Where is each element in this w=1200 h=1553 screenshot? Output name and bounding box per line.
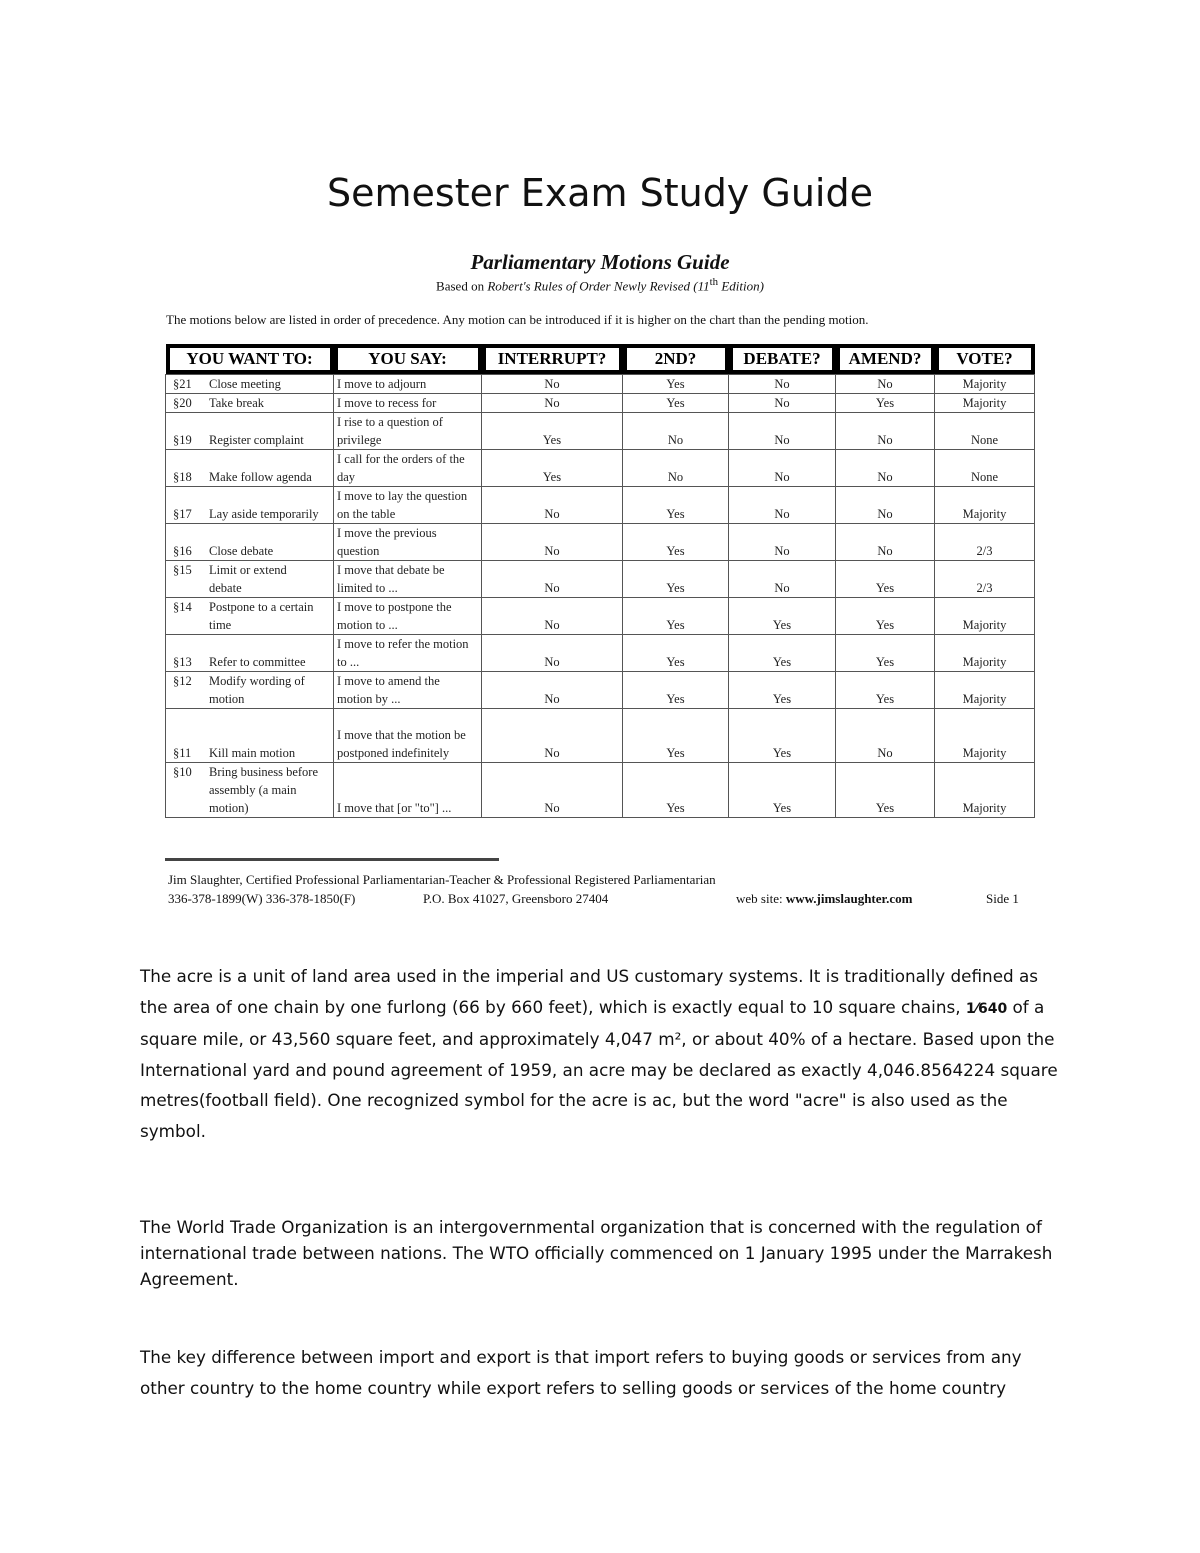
second-cell: Yes <box>623 487 729 524</box>
vote-cell: None <box>935 450 1035 487</box>
amend-cell: No <box>836 709 935 763</box>
second-cell: Yes <box>623 598 729 635</box>
acre-text-a: The acre is a unit of land area used in the imperial and US customary systems. It is traditionally defined as the area of one chain by one furlong (66 by 660 feet), which is exactly equal to 10 square chains, <box>140 966 1039 1017</box>
second-cell: Yes <box>623 394 729 413</box>
motion-purpose: Take break <box>209 396 264 410</box>
debate-cell: Yes <box>729 763 836 818</box>
motion-cell <box>166 413 334 450</box>
vote-cell: Majority <box>935 487 1035 524</box>
motion-purpose: Postpone to a certain time <box>209 600 314 632</box>
motion-purpose: Lay aside temporarily <box>209 507 319 521</box>
header-cell: INTERRUPT? <box>482 344 623 375</box>
table-row <box>166 709 1035 763</box>
motion-purpose: Kill main motion <box>209 746 296 760</box>
second-cell: No <box>623 450 729 487</box>
amend-cell: Yes <box>836 561 935 598</box>
debate-cell: No <box>729 394 836 413</box>
motion-phrase: I move that [or "to"] ... <box>334 763 482 818</box>
section-number: §20 <box>173 396 192 410</box>
amend-cell: Yes <box>836 394 935 413</box>
section-number: §14 <box>173 600 192 614</box>
interrupt-cell: No <box>482 635 623 672</box>
motion-cell <box>166 635 334 672</box>
footer-pobox: P.O. Box 41027, Greensboro 27404 <box>423 891 609 906</box>
header-cell: DEBATE? <box>729 344 836 375</box>
motion-phrase: I move to amend the motion by ... <box>334 672 482 709</box>
section-number: §16 <box>173 544 192 558</box>
interrupt-cell: No <box>482 672 623 709</box>
motion-cell <box>166 394 334 413</box>
interrupt-cell: Yes <box>482 450 623 487</box>
table-row <box>166 672 1035 709</box>
interrupt-cell: No <box>482 763 623 818</box>
table-header-row <box>166 344 1035 375</box>
vote-cell: Majority <box>935 635 1035 672</box>
amend-cell: Yes <box>836 635 935 672</box>
footer-phones: 336-378-1899(W) 336-378-1850(F) <box>168 891 356 906</box>
vote-cell: Majority <box>935 763 1035 818</box>
debate-cell: No <box>729 487 836 524</box>
debate-cell: Yes <box>729 598 836 635</box>
table-row <box>166 413 1035 450</box>
vote-cell: None <box>935 413 1035 450</box>
second-cell: Yes <box>623 561 729 598</box>
motion-cell <box>166 598 334 635</box>
header-cell: YOU SAY: <box>334 344 482 375</box>
acre-fraction: 1⁄640 <box>965 1000 1008 1017</box>
motion-phrase: I move to recess for <box>334 394 482 413</box>
motion-phrase: I rise to a question of privilege <box>334 413 482 450</box>
footer-credit: Jim Slaughter, Certified Professional Parliamentarian-Teacher & Professional Registered Parliamentarian <box>168 872 716 887</box>
footer-web-link[interactable]: www.jimslaughter.com <box>785 891 913 906</box>
vote-cell: Majority <box>935 375 1035 394</box>
second-cell: Yes <box>623 672 729 709</box>
amend-cell: Yes <box>836 672 935 709</box>
debate-cell: Yes <box>729 635 836 672</box>
amend-cell: No <box>836 450 935 487</box>
table-row <box>166 763 1035 818</box>
interrupt-cell: No <box>482 561 623 598</box>
second-cell: Yes <box>623 763 729 818</box>
page-title: Semester Exam Study Guide <box>327 171 873 216</box>
second-cell: Yes <box>623 375 729 394</box>
motion-purpose: Close debate <box>209 544 274 558</box>
vote-cell: Majority <box>935 672 1035 709</box>
section-number: §17 <box>173 507 192 521</box>
motion-purpose: Register complaint <box>209 433 304 447</box>
acre-paragraph <box>140 961 1060 1146</box>
interrupt-cell: No <box>482 598 623 635</box>
debate-cell: Yes <box>729 672 836 709</box>
motion-phrase: I move to adjourn <box>334 375 482 394</box>
footer-rule <box>165 858 499 861</box>
motion-purpose: Make follow agenda <box>209 470 312 484</box>
motion-phrase: I move that the motion be postponed indefinitely <box>334 709 482 763</box>
vote-cell: Majority <box>935 598 1035 635</box>
amend-cell: Yes <box>836 598 935 635</box>
interrupt-cell: No <box>482 524 623 561</box>
footer-website <box>736 891 912 907</box>
debate-cell: No <box>729 413 836 450</box>
vote-cell: Majority <box>935 709 1035 763</box>
table-row <box>166 450 1035 487</box>
interrupt-cell: No <box>482 709 623 763</box>
debate-cell: No <box>729 375 836 394</box>
table-row <box>166 524 1035 561</box>
second-cell: No <box>623 413 729 450</box>
section-number: §10 <box>173 765 192 779</box>
motion-phrase: I move to postpone the motion to ... <box>334 598 482 635</box>
motion-cell <box>166 524 334 561</box>
section-number: §15 <box>173 563 192 577</box>
subtitle-suffix: Edition) <box>718 278 764 294</box>
guide-subtitle <box>0 276 1200 294</box>
motion-cell <box>166 672 334 709</box>
subtitle-prefix: Based on <box>436 278 488 294</box>
motion-phrase: I move to refer the motion to ... <box>334 635 482 672</box>
motion-purpose: Modify wording of motion <box>209 674 305 706</box>
motion-purpose: Close meeting <box>209 377 281 391</box>
section-number: §11 <box>173 746 192 760</box>
debate-cell: No <box>729 561 836 598</box>
wto-paragraph: The World Trade Organization is an intergovernmental organization that is concerned with the regulation of international trade between nations. The WTO officially commenced on 1 January 1995 under the Marrakesh Agreement. <box>140 1217 1053 1289</box>
motion-phrase: I move to lay the question on the table <box>334 487 482 524</box>
vote-cell: 2/3 <box>935 561 1035 598</box>
motion-cell <box>166 709 334 763</box>
table-row <box>166 375 1035 394</box>
motion-cell <box>166 763 334 818</box>
section-number: §12 <box>173 674 192 688</box>
section-number: §21 <box>173 377 192 391</box>
table-row <box>166 561 1035 598</box>
guide-title: Parliamentary Motions Guide <box>470 250 730 274</box>
vote-cell: Majority <box>935 394 1035 413</box>
debate-cell: No <box>729 524 836 561</box>
amend-cell: No <box>836 375 935 394</box>
debate-cell: No <box>729 450 836 487</box>
motion-cell <box>166 487 334 524</box>
second-cell: Yes <box>623 635 729 672</box>
motion-purpose: Bring business before assembly (a main motion) <box>209 765 319 815</box>
footer-side: Side 1 <box>986 891 1019 906</box>
interrupt-cell: No <box>482 394 623 413</box>
trade-paragraph: The key difference between import and export is that import refers to buying goods or services from any other country to the home country while export refers to selling goods or services of the home country <box>140 1347 1022 1398</box>
vote-cell: 2/3 <box>935 524 1035 561</box>
debate-cell: Yes <box>729 709 836 763</box>
section-number: §18 <box>173 470 192 484</box>
amend-cell: No <box>836 413 935 450</box>
interrupt-cell: No <box>482 487 623 524</box>
amend-cell: No <box>836 487 935 524</box>
section-number: §19 <box>173 433 192 447</box>
acre-text-b: of a square mile, or 43,560 square feet, and approximately 4,047 m², or about 40% of a hectare. Based upon the International yard and pound agreement of 1959, an acre may be declared as exactly 4,046.8564224 square metres(football field). One recognized symbol for the acre is ac, but the word "acre" is also used as the symbol. <box>140 996 1058 1141</box>
motion-phrase: I move that debate be limited to ... <box>334 561 482 598</box>
motion-phrase: I call for the orders of the day <box>334 450 482 487</box>
motion-cell <box>166 450 334 487</box>
header-cell: AMEND? <box>836 344 935 375</box>
footer-web-prefix: web site: <box>736 891 786 906</box>
second-cell: Yes <box>623 709 729 763</box>
motions-table <box>165 344 1035 818</box>
subtitle-edition: (11 <box>690 278 710 294</box>
header-cell: 2ND? <box>623 344 729 375</box>
table-row <box>166 394 1035 413</box>
guide-intro: The motions below are listed in order of precedence. Any motion can be introduced if it is higher on the chart than the pending motion. <box>166 312 869 327</box>
second-cell: Yes <box>623 524 729 561</box>
table-row <box>166 635 1035 672</box>
subtitle-sup: th <box>709 276 719 288</box>
header-cell: VOTE? <box>935 344 1035 375</box>
motion-purpose: Refer to committee <box>209 655 306 669</box>
subtitle-book: Robert's Rules of Order Newly Revised <box>487 278 691 294</box>
table-row <box>166 487 1035 524</box>
motion-purpose: Limit or extend debate <box>209 563 287 595</box>
amend-cell: No <box>836 524 935 561</box>
motion-cell <box>166 561 334 598</box>
header-cell: YOU WANT TO: <box>166 344 334 375</box>
motion-phrase: I move the previous question <box>334 524 482 561</box>
table-row <box>166 598 1035 635</box>
motion-cell <box>166 375 334 394</box>
amend-cell: Yes <box>836 763 935 818</box>
interrupt-cell: No <box>482 375 623 394</box>
interrupt-cell: Yes <box>482 413 623 450</box>
section-number: §13 <box>173 655 192 669</box>
